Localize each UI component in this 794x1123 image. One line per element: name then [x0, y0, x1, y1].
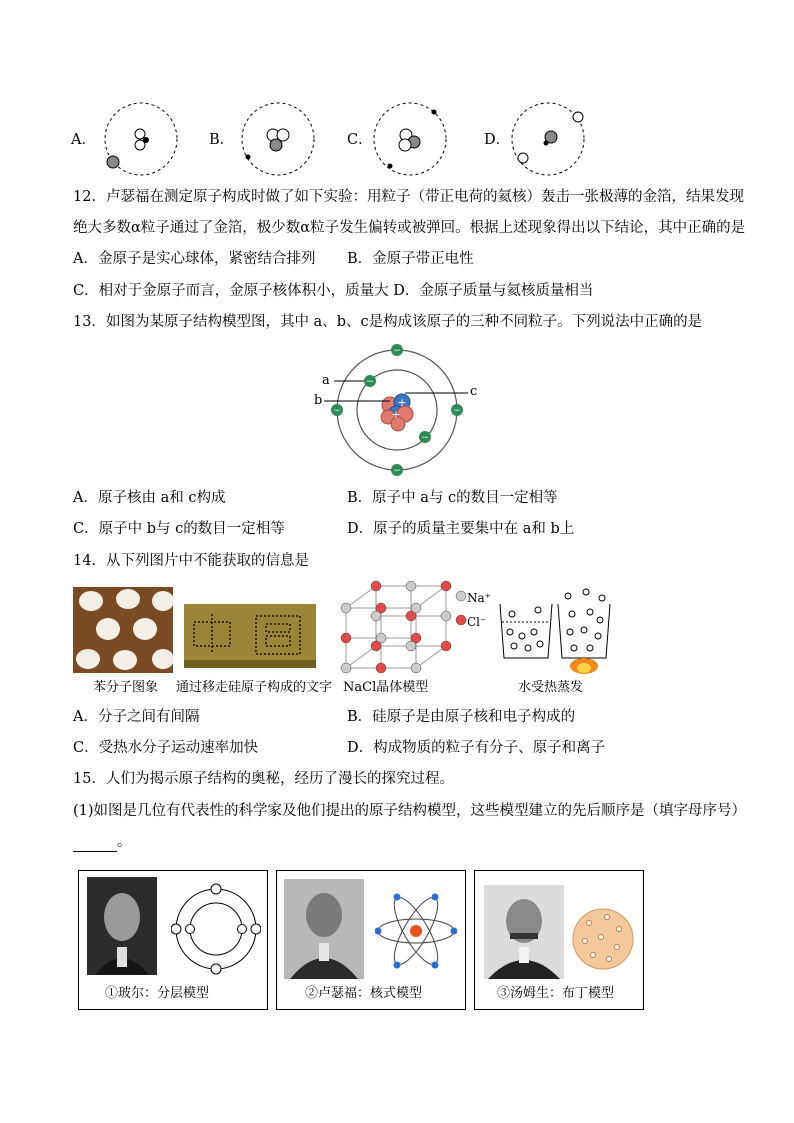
thomson-portrait — [484, 885, 564, 979]
na-ion-label: Na⁺ — [467, 591, 491, 605]
rutherford-caption: ②卢瑟福：核式模型 — [305, 986, 423, 1001]
rutherford-portrait — [284, 879, 364, 979]
water-evaporation-image — [494, 586, 614, 676]
q15-answer-blank[interactable] — [73, 837, 117, 852]
q12-stem-line2: 绝大多数α粒子通过了金箔，极少数α粒子发生偏转或被弹回。根据上述现象得出以下结论，其中正确的是 — [73, 220, 746, 236]
silicon-atoms-image — [184, 604, 316, 668]
q11-option-b-diagram — [238, 100, 318, 180]
q13-label-a: a — [322, 373, 330, 388]
q14-option-d: D．构成物质的粒子有分子、原子和离子 — [347, 740, 606, 756]
svg-text:−: − — [453, 406, 461, 416]
q13-atom-diagram — [310, 340, 490, 480]
q13-stem: 13．如图为某原子结构模型图，其中 a、b、c是构成该原子的三种不同粒子。下列说法中正确的是 — [73, 314, 703, 330]
benzene-caption: 苯分子图象 — [93, 680, 159, 695]
thomson-panel — [474, 870, 644, 1010]
q13-option-d: D．原子的质量主要集中在 a和 b上 — [347, 521, 575, 537]
q11-option-a-diagram — [103, 100, 183, 180]
water-evaporation-caption: 水受热蒸发 — [518, 680, 584, 695]
rutherford-panel — [276, 870, 466, 1010]
silicon-caption: 通过移走硅原子构成的文字 — [176, 680, 333, 695]
rutherford-model-diagram — [375, 887, 457, 975]
benzene-image — [73, 587, 173, 673]
svg-text:−: − — [421, 433, 429, 443]
nacl-caption: NaCl晶体模型 — [343, 680, 429, 695]
q11-option-d-label: D． — [484, 132, 511, 148]
bohr-portrait — [87, 877, 157, 975]
q12-stem-line1: 12．卢瑟福在测定原子构成时做了如下实验：用粒子（带正电荷的氦核）轰击一张极薄的金箔，结果发现 — [73, 189, 744, 205]
q13-option-a: A．原子核由 a和 c构成 — [73, 490, 226, 506]
q14-option-c: C．受热水分子运动速率加快 — [73, 740, 259, 756]
svg-text:−: − — [393, 466, 401, 476]
bohr-caption: ①玻尔：分层模型 — [105, 986, 210, 1001]
q12-option-a: A．金原子是实心球体，紧密结合排列 — [73, 251, 316, 267]
q11-option-b-label: B． — [209, 132, 235, 148]
cl-ion-label: Cl⁻ — [467, 615, 487, 629]
q12-option-b: B．金原子带正电性 — [347, 251, 474, 267]
q11-option-a-label: A． — [71, 132, 96, 148]
q14-stem: 14．从下列图片中不能获取的信息是 — [73, 553, 309, 569]
svg-text:−: − — [333, 406, 341, 416]
q12-option-c-d: C．相对于金原子而言，金原子核体积小，质量大 D．金原子质量与氦核质量相当 — [73, 283, 594, 299]
q13-option-c: C．原子中 b与 c的数目一定相等 — [73, 521, 285, 537]
q14-option-b: B．硅原子是由原子核和电子构成的 — [347, 709, 576, 725]
q14-option-a: A．分子之间有间隔 — [73, 709, 200, 725]
thomson-model-diagram — [571, 907, 635, 971]
bohr-model-diagram — [171, 881, 261, 975]
q11-option-d-diagram — [510, 100, 590, 180]
q13-label-c: c — [470, 384, 478, 399]
q15-answer-line — [73, 832, 132, 852]
svg-text:+: + — [391, 408, 401, 421]
q15-sub1: (1)如图是几位有代表性的科学家及他们提出的原子结构模型，这些模型建立的先后顺序是（填字母序号） — [73, 803, 747, 819]
q13-label-b: b — [314, 393, 323, 408]
thomson-caption: ③汤姆生：布丁模型 — [497, 986, 615, 1001]
svg-text:−: − — [366, 377, 374, 387]
q15-sub1-end: 。 — [117, 834, 132, 850]
q13-option-b: B．原子中 a与 c的数目一定相等 — [347, 490, 558, 506]
q11-option-c-diagram — [372, 100, 452, 180]
q11-option-c-label: C． — [347, 132, 373, 148]
bohr-panel — [78, 870, 268, 1010]
svg-text:+: + — [397, 396, 407, 409]
svg-text:−: − — [393, 346, 401, 356]
q15-stem: 15．人们为揭示原子结构的奥秘，经历了漫长的探究过程。 — [73, 771, 454, 787]
